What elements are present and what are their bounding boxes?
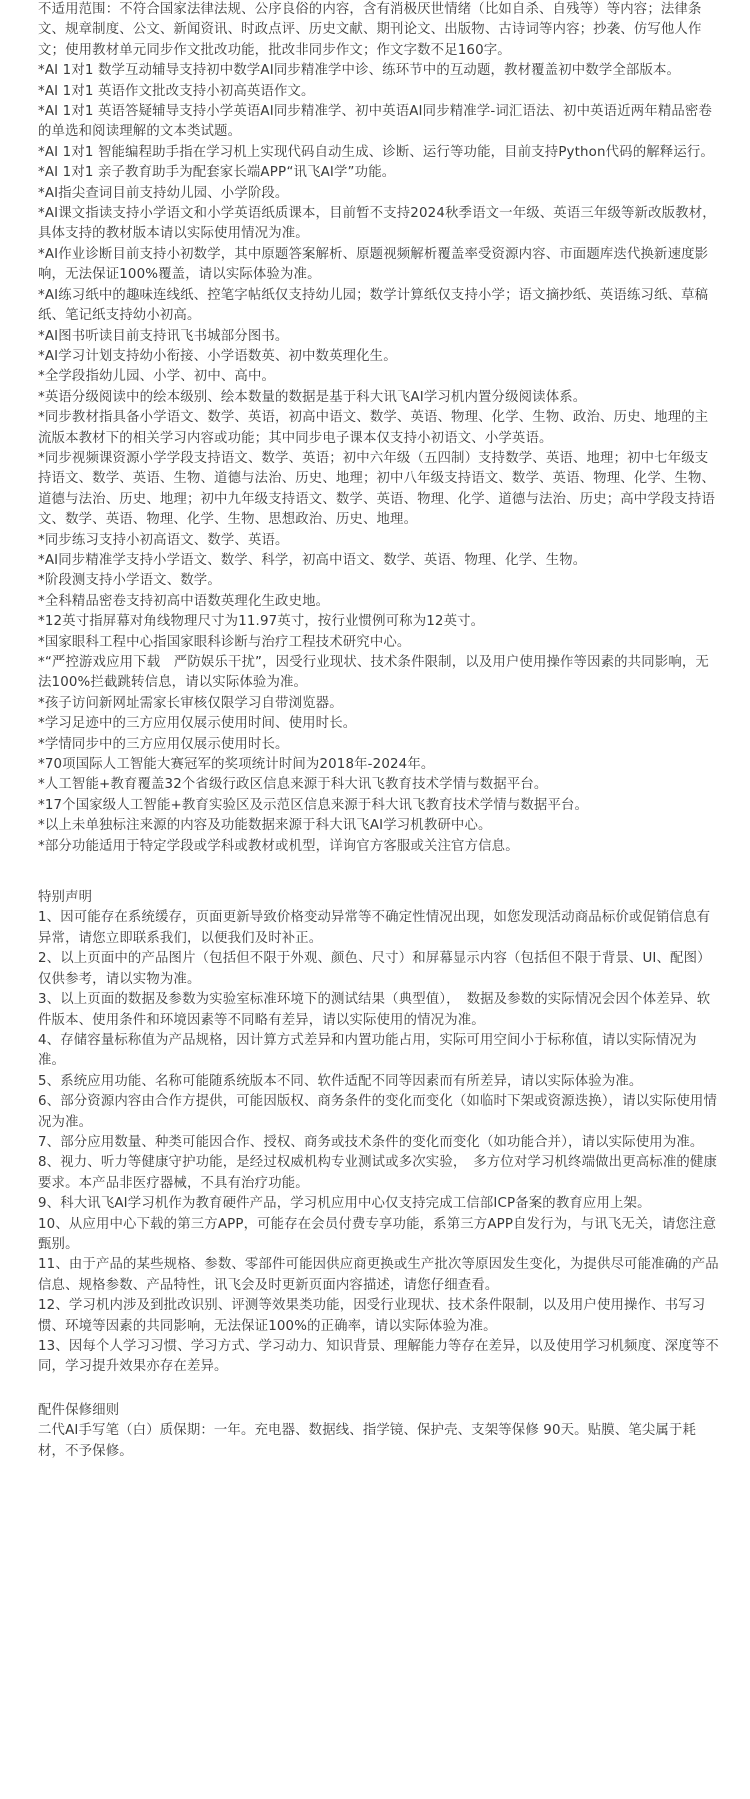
disclaimer-item-11: 11、由于产品的某些规格、参数、零部件可能因供应商更换或生产批次等原因发生变化，为提供尽可能准确的产品信息、规格参数、产品特性，讯飞会及时更新页面内容描述，请您仔细查看。 [38,1257,719,1293]
note-math-tutor: *AI 1对1 数学互动辅导支持初中数学AI同步精准学中诊、练环节中的互动题，教材覆盖初中数学全部版本。 [38,63,681,79]
note-sync-textbook: *同步教材指具备小学语文、数学、英语，初高中语文、数学、英语、物理、化学、生物、政治、历史、地理的主流版本教材下的相关学习内容或功能；其中同步电子课本仅支持小初语文、小学英语。 [38,410,709,446]
note-scope: 不适用范围：不符合国家法律法规、公序良俗的内容，含有消极厌世情绪（比如自杀、自残等）等内容；法律条文、规章制度、公文、新闻资讯、时政点评、历史文献、期刊论文、出版物、古诗词等内容；抄袭、仿写他人作文；使用教材单元同步作文批改功能，批改非同步作文；作文字数不足160字。 [38,2,702,58]
disclaimer-item-1: 1、因可能存在系统缓存，页面更新导致价格变动异常等不确定性情况出现，如您发现活动商品标价或促销信息有异常，请您立即联系我们，以便我们及时补正。 [38,910,711,946]
note-study-plan: *AI学习计划支持幼小衔接、小学语数英、初中数英理化生。 [38,348,397,364]
note-parenting-assistant: *AI 1对1 亲子教育助手为配套家长端APP“讯飞AI学”功能。 [38,165,396,181]
disclaimer-item-10: 10、从应用中心下载的第三方APP，可能存在会员付费专享功能，系第三方APP自发行为，与讯飞无关，请您注意甄别。 [38,1216,717,1252]
note-graded-reading: *英语分级阅读中的绘本级别、绘本数量的数据是基于科大讯飞AI学习机内置分级阅读体系。 [38,389,587,405]
disclaimer-item-8: 8、视力、听力等健康守护功能，是经过权威机构专业测试或多次实验， 多方位对学习机终端做出更高标准的健康要求。本产品非医疗器械，不具有治疗功能。 [38,1155,717,1191]
note-sync-video: *同步视频课资源小学学段支持语文、数学、英语；初中六年级（五四制）支持数学、英语、地理；初中七年级支持语文、数学、英语、生物、道德与法治、历史、地理；初中八年级支持语文、数学、英语、物理、化学、生物、道德与法治、历史、地理；初中九年级支持语文、数学、英语、物理、化学、道德与法治、历史；高中学段支持语文、数学、英语、物理、化学、生物、思想政治、历史、地理。 [38,450,716,528]
note-exam-papers: *全科精品密卷支持初高中语数英理化生政史地。 [38,593,330,609]
disclaimer-item-5: 5、系统应用功能、名称可能随系统版本不同、软件适配不同等因素而有所差异，请以实际体验为准。 [38,1073,643,1089]
disclaimer-item-7: 7、部分应用数量、种类可能因合作、授权、商务或技术条件的变化而变化（如功能合并），请以实际使用为准。 [38,1134,704,1150]
note-homework-diagnosis: *AI作业诊断目前支持小初数学，其中原题答案解析、原题视频解析覆盖率受资源内容、市面题库迭代换新速度影响，无法保证100%覆盖，请以实际体验为准。 [38,246,709,283]
note-stage-test: *阶段测支持小学语文、数学。 [38,573,221,589]
disclaimer-item-13: 13、因每个人学习习惯、学习方式、学习动力、知识背景、理解能力等存在差异，以及使用学习机频度、深度等不同，学习提升效果亦存在差异。 [38,1339,719,1375]
disclaimer-title: 特别声明 [38,890,93,906]
warranty-title: 配件保修细则 [38,1402,120,1418]
note-finger-lookup: *AI指尖查词目前支持幼儿园、小学阶段。 [38,185,289,201]
note-new-url-review: *孩子访问新网址需家长审核仅限学习自带浏览器。 [38,695,343,711]
note-game-control: *“严控游戏应用下载 严防娱乐干扰”，因受行业现状、技术条件限制，以及用户使用操作等因素的共同影响，无法100%拦截跳转信息，请以实际体验为准。 [38,655,709,691]
note-english-qa: *AI 1对1 英语答疑辅导支持小学英语AI同步精准学、初中英语AI同步精准学-词汇语法、初中英语近两年精品密卷的单选和阅读理解的文本类试题。 [38,104,712,140]
note-experimental-zones: *17个国家级人工智能+教育实验区及示范区信息来源于科大讯飞教育技术学情与数据平台。 [38,797,589,813]
note-textbook-reading: *AI课文指读支持小学语文和小学英语纸质课本，目前暂不支持2024秋季语文一年级、英语三年级等新改版教材，具体支持的教材版本请以实际使用情况为准。 [38,206,716,242]
note-sync-practice: *同步练习支持小初高语文、数学、英语。 [38,532,289,548]
note-book-listening: *AI图书听读目前支持讯飞书城部分图书。 [38,328,289,344]
note-screen-size: *12英寸指屏幕对角线物理尺寸为11.97英寸，按行业惯例可称为12英寸。 [38,614,485,630]
disclaimer-section [38,888,720,1378]
disclaimer-item-3: 3、以上页面的数据及参数为实验室标准环境下的测试结果（典型值）， 数据及参数的实际情况会因个体差异、软件版本、使用条件和环境因素等不同略有差异，请以实际使用的情况为准。 [38,992,711,1028]
note-applicability: *部分功能适用于特定学段或学科或教材或机型，详询官方客服或关注官方信息。 [38,838,519,854]
note-english-essay: *AI 1对1 英语作文批改支持小初高英语作文。 [38,83,315,99]
feature-notes-section [38,0,720,857]
disclaimer-item-6: 6、部分资源内容由合作方提供，可能因版权、商务条件的变化而变化（如临时下架或资源迭换），请以实际使用情况为准。 [38,1094,717,1130]
section-spacer [38,1378,720,1401]
section-spacer [38,857,720,888]
warranty-section [38,1401,720,1462]
note-data-source: *以上未单独标注来源的内容及功能数据来源于科大讯飞AI学习机教研中心。 [38,818,492,834]
warranty-text: 二代AI手写笔（白）质保期：一年。充电器、数据线、指学镜、保护壳、支架等保修 90天。贴膜、笔尖属于耗材，不予保修。 [38,1423,697,1459]
note-learning-footprint: *学习足迹中的三方应用仅展示使用时间、使用时长。 [38,716,357,732]
note-provinces: *人工智能+教育覆盖32个省级行政区信息来源于科大讯飞教育技术学情与数据平台。 [38,777,548,793]
disclaimer-item-4: 4、存储容量标称值为产品规格，因计算方式差异和内置功能占用，实际可用空间小于标称值，请以实际情况为准。 [38,1032,697,1069]
note-eye-center: *国家眼科工程中心指国家眼科诊断与治疗工程技术研究中心。 [38,634,411,650]
note-precision-learning: *AI同步精准学支持小学语文、数学、科学，初高中语文、数学、英语、物理、化学、生物。 [38,552,587,568]
disclaimer-item-12: 12、学习机内涉及到批改识别、评测等效果类功能，因受行业现状、技术条件限制，以及用户使用操作、书写习惯、环境等因素的共同影响，无法保证100%的正确率，请以实际体验为准。 [38,1298,706,1334]
disclaimer-item-2: 2、以上页面中的产品图片（包括但不限于外观、颜色、尺寸）和屏幕显示内容（包括但不限于背景、UI、配图）仅供参考，请以实物为准。 [38,951,711,987]
note-ai-awards: *70项国际人工智能大赛冠军的奖项统计时间为2018年-2024年。 [38,757,435,773]
note-learning-sync: *学情同步中的三方应用仅展示使用时长。 [38,736,289,752]
note-practice-paper: *AI练习纸中的趣味连线纸、控笔字帖纸仅支持幼儿园；数学计算纸仅支持小学；语文摘抄纸、英语练习纸、草稿纸、笔记纸支持幼小初高。 [38,287,709,324]
note-all-stages: *全学段指幼儿园、小学、初中、高中。 [38,369,276,385]
disclaimer-item-9: 9、科大讯飞AI学习机作为教育硬件产品，学习机应用中心仅支持完成工信部ICP备案的教育应用上架。 [38,1196,651,1212]
note-coding-assistant: *AI 1对1 智能编程助手指在学习机上实现代码自动生成、诊断、运行等功能，目前支持Python代码的解释运行。 [38,144,714,160]
